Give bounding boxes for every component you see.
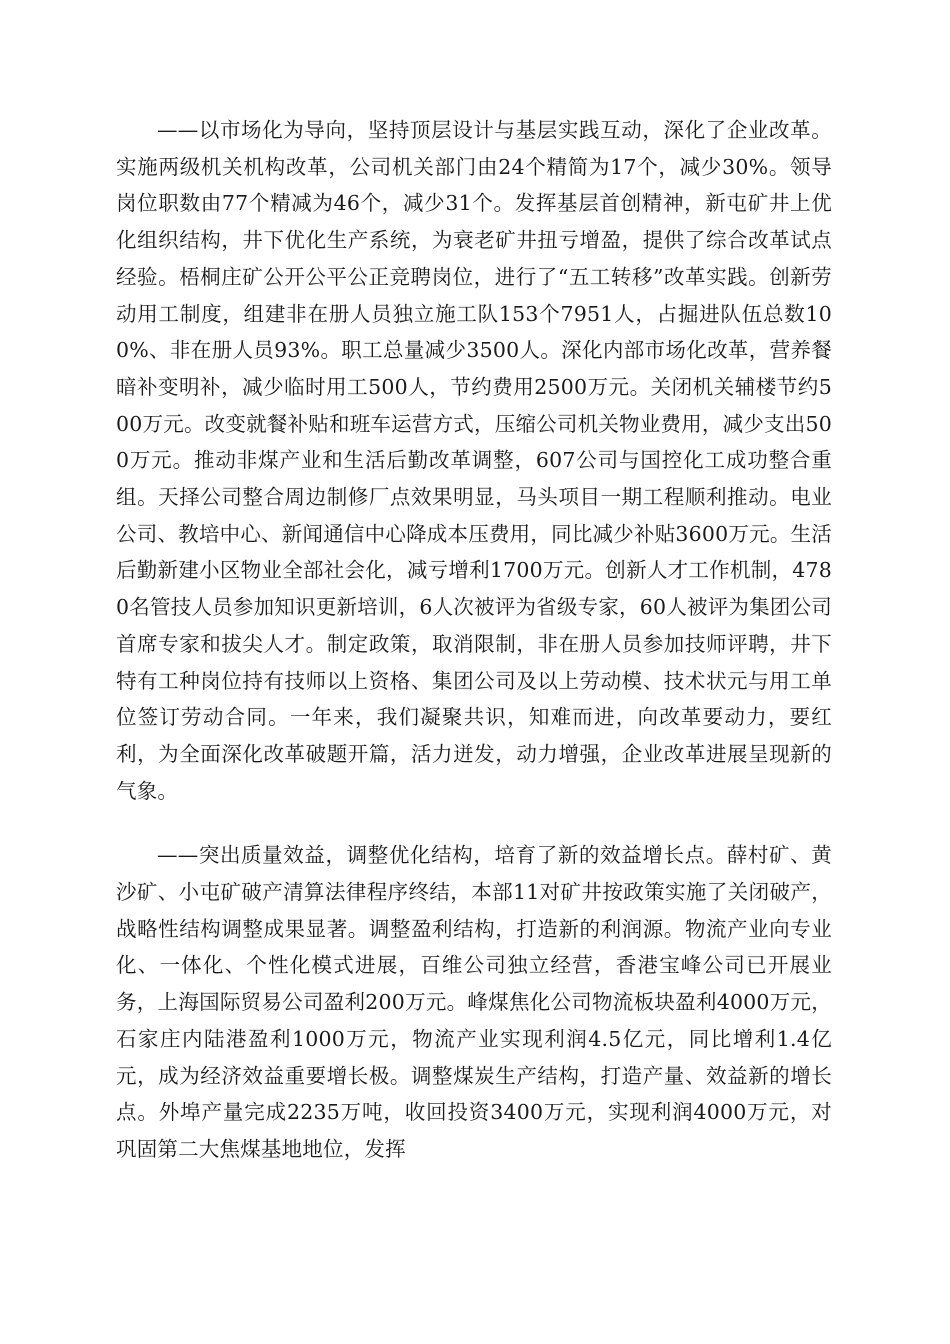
paragraph-quality-benefit: ——突出质量效益，调整优化结构，培育了新的效益增长点。薛村矿、黄沙矿、小屯矿破产清算法律程序终结，本部11对矿井按政策实施了关闭破产，战略性结构调整成果显著。调整盈利结构，打造新的利润源。物流产业向专业化、一体化、个性化模式进展，百维公司独立经营，香港宝峰公司已开展业务，上海国际贸易公司盈利200万元。峰煤焦化公司物流板块盈利4000万元，石家庄内陆港盈利1000万元，物流产业实现利润4.5亿元，同比增利1.4亿元，成为经济效益重要增长极。调整煤炭生产结构，打造产量、效益新的增长点。外埠产量完成2235万吨，收回投资3400万元，实现利润4000万元，对巩固第二大焦煤基地地位，发挥 [116, 843, 832, 1161]
paragraph-market-reform: ——以市场化为导向，坚持顶层设计与基层实践互动，深化了企业改革。实施两级机关机构改革，公司机关部门由24个精简为17个，减少30%。领导岗位职数由77个精减为46个，减少31个。发挥基层首创精神，新屯矿井上优化组织结构，井下优化生产系统，为衰老矿井扭亏增盈，提供了综合改革试点经验。梧桐庄矿公开公平公正竞聘岗位，进行了“五工转移”改革实践。创新劳动用工制度，组建非在册人员独立施工队153个7951人，占掘进队伍总数100%、非在册人员93%。职工总量减少3500人。深化内部市场化改革，营养餐暗补变明补，减少临时用工500人，节约费用2500万元。关闭机关辅楼节约500万元。改变就餐补贴和班车运营方式，压缩公司机关物业费用，减少支出500万元。推动非煤产业和生活后勤改革调整，607公司与国控化工成功整合重组。天择公司整合周边制修厂点效果明显，马头项目一期工程顺利推动。电业公司、教培中心、新闻通信中心降成本压费用，同比减少补贴3600万元。生活后勤新建小区物业全部社会化，减亏增利1700万元。创新人才工作机制，4780名管技人员参加知识更新培训，6人次被评为省级专家，60人被评为集团公司首席专家和拔尖人才。制定政策，取消限制，非在册人员参加技师评聘，井下特有工种岗位持有技师以上资格、集团公司及以上劳动模、技术状元与用工单位签订劳动合同。一年来，我们凝聚共识，知难而进，向改革要动力，要红利，为全面深化改革破题开篇，活力迸发，动力增强，企业改革进展呈现新的气象。 [116, 118, 832, 803]
document-body [116, 112, 832, 1168]
